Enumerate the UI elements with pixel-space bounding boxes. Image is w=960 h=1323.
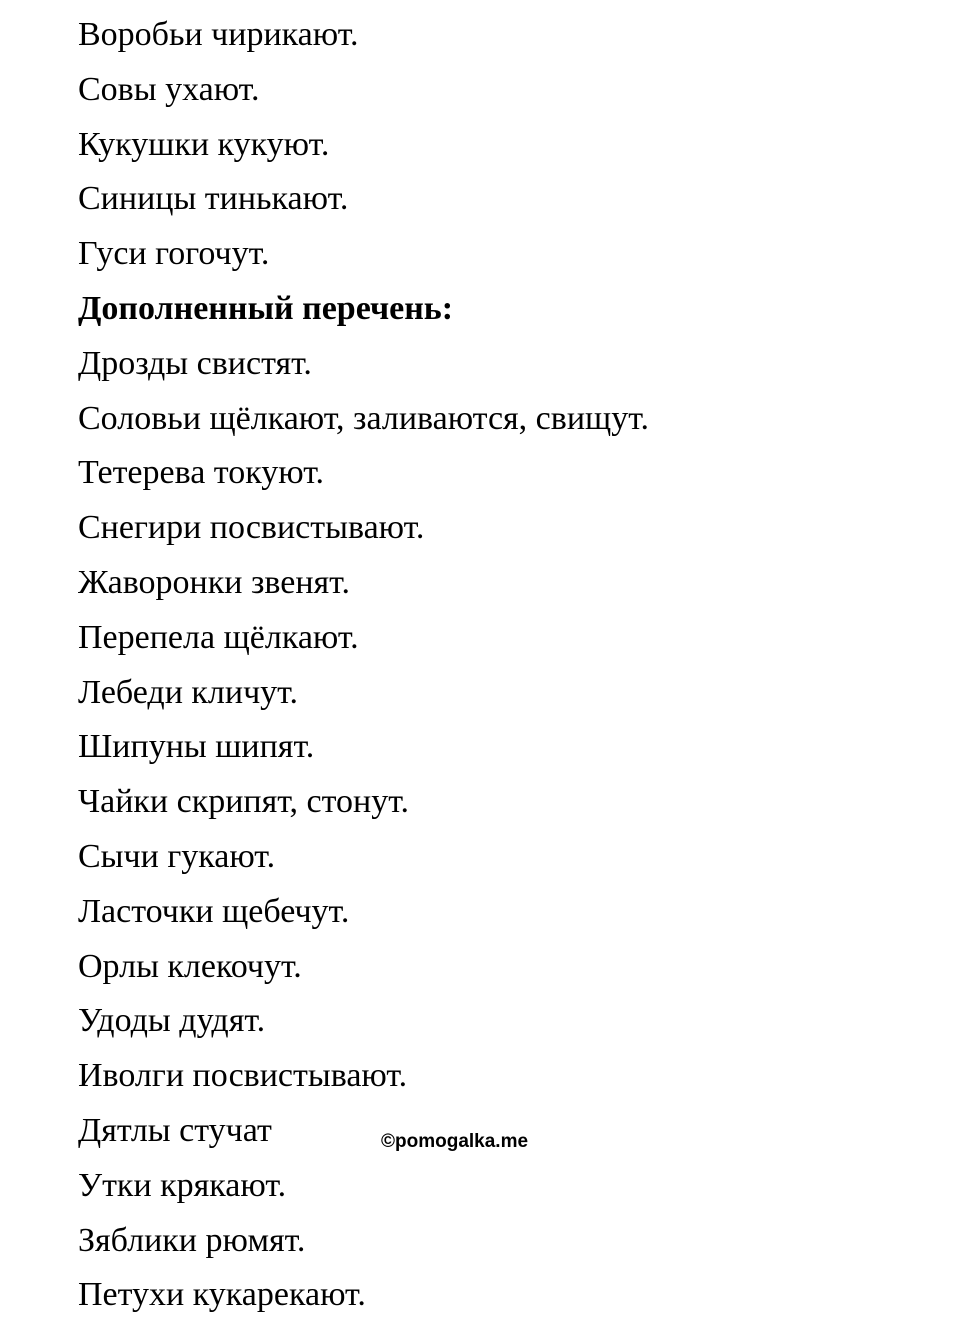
text-line: Шипуны шипят. [78, 728, 315, 766]
text-line: Жаворонки звенят. [78, 563, 350, 601]
text-line: Синицы тинькают. [78, 180, 349, 218]
text-line: Соловьи щёлкают, заливаются, свищут. [78, 399, 649, 437]
text-line: Воробьи чирикают. [78, 16, 359, 53]
text-line: Лебеди кличут. [78, 673, 298, 711]
text-line: Тетерева токуют. [78, 454, 325, 492]
document-body [78, 8, 938, 1323]
text-line: Петухи кукарекают. [78, 1276, 366, 1314]
text-line: Снегири посвистывают. [78, 509, 425, 547]
text-line: Перепела щёлкают. [78, 618, 359, 656]
text-line: Дрозды свистят. [78, 344, 312, 382]
text-line: Зяблики рюмят. [78, 1221, 306, 1259]
text-line: Гуси гогочут. [78, 235, 270, 273]
text-line: Кукушки кукуют. [78, 125, 330, 163]
text-line: Дятлы стучат [78, 1111, 272, 1149]
text-line: Совы ухают. [78, 70, 260, 108]
text-line: Утки крякают. [78, 1166, 287, 1204]
text-line: Чайки скрипят, стонут. [78, 783, 410, 821]
text-line: Ласточки щебечут. [78, 892, 350, 930]
text-line: Иволги посвистывают. [78, 1057, 408, 1095]
text-line: Удоды дудят. [78, 1002, 266, 1040]
section-heading: Дополненный перечень: [78, 289, 454, 327]
text-line: Сычи гукают. [78, 837, 276, 875]
text-line: Орлы клекочут. [78, 947, 302, 985]
watermark: ©pomogalka.me [381, 1131, 529, 1152]
